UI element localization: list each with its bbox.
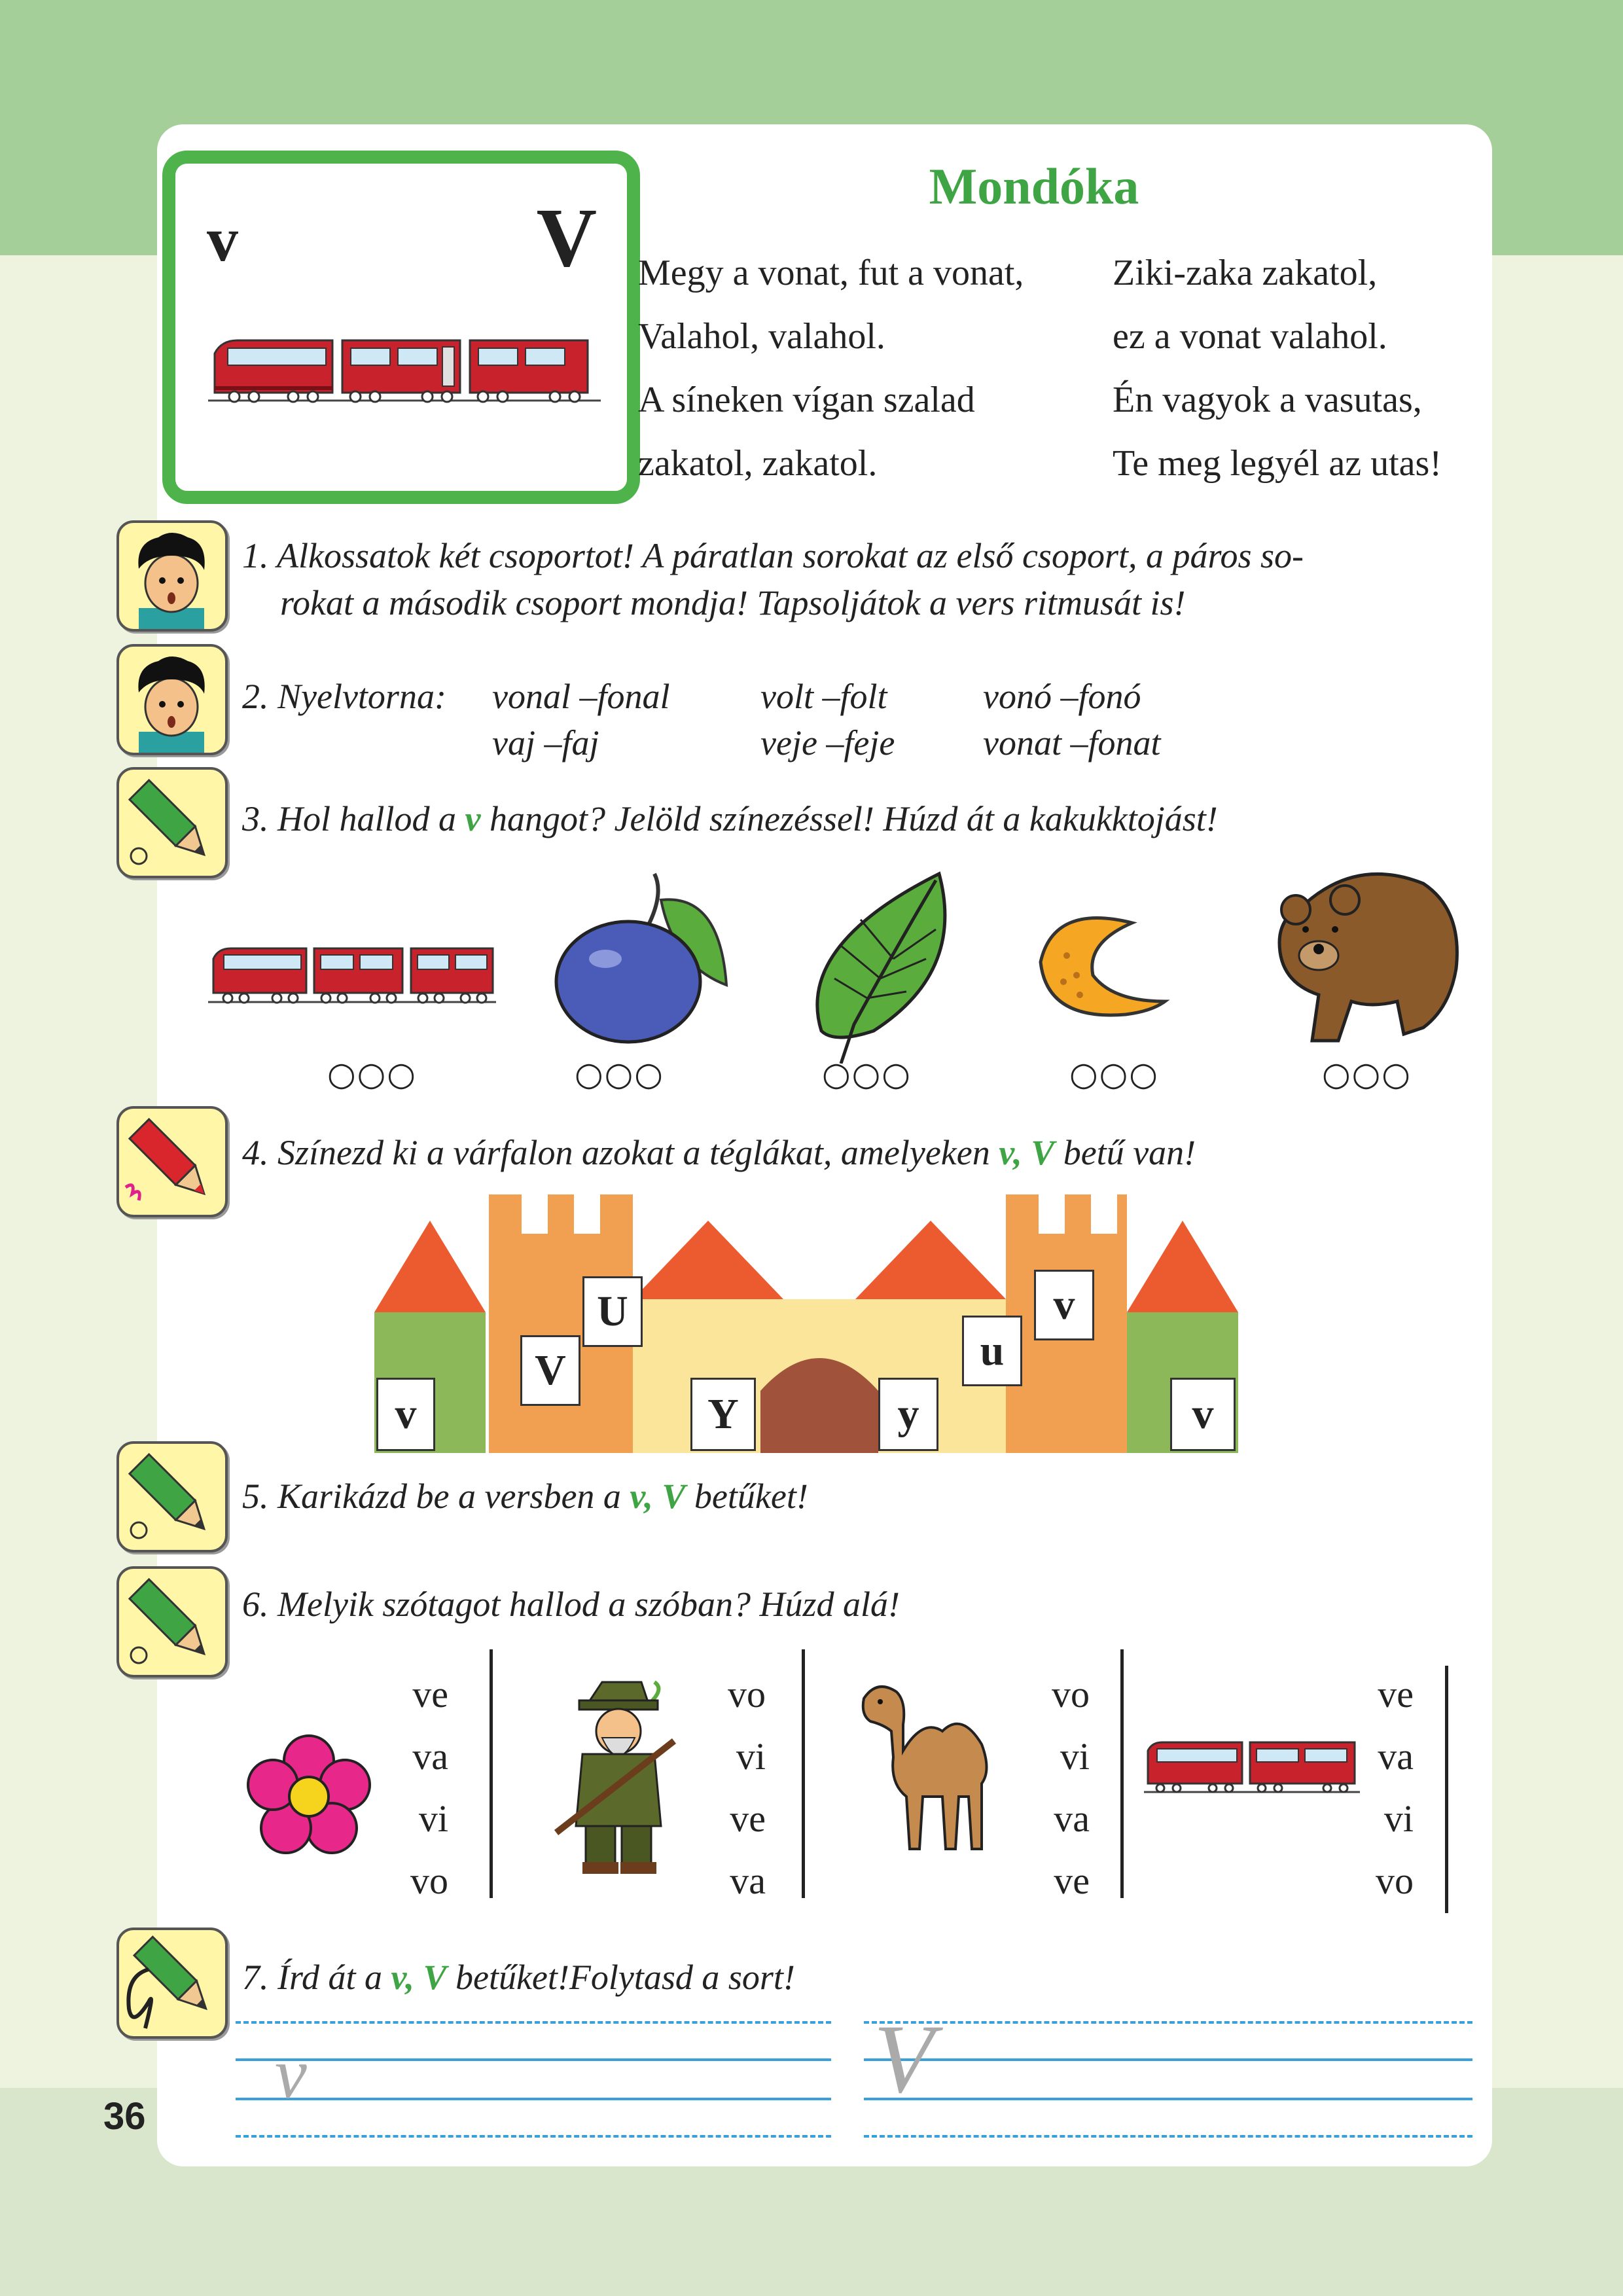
syllable[interactable]: ve — [730, 1797, 766, 1840]
poem-title: Mondóka — [929, 158, 1139, 215]
brick[interactable]: v — [1034, 1270, 1094, 1340]
syllable[interactable]: va — [1378, 1735, 1414, 1778]
poem-right-line-1: Ziki-zaka zakatol, — [1113, 253, 1378, 293]
poem-left-line-3: A síneken vígan szalad — [638, 380, 975, 420]
plum-picture — [543, 867, 733, 1050]
castle-illustration — [374, 1194, 1238, 1453]
syllable[interactable]: vi — [1060, 1735, 1090, 1778]
ex6-instruction: 6. Melyik szótagot hallod a szóban? Húzd alá! — [242, 1585, 900, 1624]
poem-right-line-2: ez a vonat valahol. — [1113, 316, 1387, 357]
ex2-word: vonal –fonal — [492, 677, 670, 716]
brick[interactable]: Y — [690, 1378, 756, 1451]
syllable[interactable]: vi — [1383, 1797, 1414, 1840]
camel-picture — [851, 1672, 1001, 1862]
green-pencil-icon — [116, 1566, 228, 1677]
syllable[interactable]: vo — [728, 1673, 766, 1715]
tracing-sample-lowercase: v — [275, 2034, 307, 2113]
train-picture — [1144, 1734, 1360, 1800]
train-picture — [208, 939, 496, 1011]
syllable[interactable]: vo — [410, 1859, 448, 1902]
ex2-word: vaj –faj — [492, 723, 599, 762]
syllable[interactable]: va — [730, 1859, 766, 1902]
ex3-circles[interactable]: ○○○ — [822, 1055, 912, 1093]
ex1-line-2: rokat a második csoport mondja! Tapsoljátok a vers ritmusát is! — [280, 583, 1186, 622]
ex3-circles[interactable]: ○○○ — [575, 1055, 664, 1093]
syllable[interactable]: va — [412, 1735, 448, 1778]
column-separator — [802, 1649, 805, 1898]
ex3-circles[interactable]: ○○○ — [1322, 1055, 1412, 1093]
poem-right-line-3: Én vagyok a vasutas, — [1113, 380, 1422, 420]
brick[interactable]: u — [962, 1316, 1022, 1386]
ex1-line-1: 1. Alkossatok két csoportot! A páratlan sorokat az első csoport, a páros so- — [242, 536, 1304, 575]
column-separator — [490, 1649, 493, 1898]
syllable[interactable]: vo — [1052, 1673, 1090, 1715]
ex3-circles[interactable]: ○○○ — [327, 1055, 417, 1093]
brick[interactable]: V — [520, 1335, 580, 1406]
ex2-label: 2. Nyelvtorna: — [242, 677, 446, 716]
poem-left-line-2: Valahol, valahol. — [638, 316, 885, 357]
writing-line[interactable] — [236, 2098, 831, 2100]
hunter-picture — [543, 1669, 694, 1878]
poem-right-line-4: Te meg legyél az utas! — [1113, 443, 1442, 484]
brick[interactable]: v — [1170, 1378, 1236, 1451]
writing-line[interactable] — [864, 2135, 1472, 2138]
ex2-word: veje –feje — [760, 723, 895, 762]
ex2-word: volt –folt — [760, 677, 887, 716]
poem-left-line-4: zakatol, zakatol. — [638, 443, 878, 484]
syllable[interactable]: vi — [736, 1735, 766, 1778]
page-number: 36 — [103, 2095, 146, 2138]
leaf-picture — [795, 867, 952, 1064]
writing-line[interactable] — [236, 2058, 831, 2061]
speaking-child-icon — [116, 644, 228, 755]
green-pencil-icon — [116, 1441, 228, 1552]
syllable[interactable]: ve — [1054, 1859, 1090, 1902]
green-pencil-icon — [116, 767, 228, 878]
writing-pencil-icon — [116, 1928, 228, 2039]
ex4-instruction: 4. Színezd ki a várfalon azokat a téglákat, amelyeken v, V betű van! — [242, 1133, 1196, 1172]
letter-card-lowercase: v — [207, 204, 238, 274]
ex7-instruction: 7. Írd át a v, V betűket!Folytasd a sort! — [242, 1958, 795, 1997]
column-separator — [1120, 1649, 1124, 1898]
tracing-sample-uppercase: V — [874, 2005, 934, 2113]
red-pencil-icon — [116, 1106, 228, 1217]
brick[interactable]: y — [878, 1378, 938, 1451]
speaking-child-icon — [116, 520, 228, 632]
ex2-word: vonó –fonó — [983, 677, 1141, 716]
ex5-instruction: 5. Karikázd be a versben a v, V betűket! — [242, 1477, 808, 1516]
column-separator — [1445, 1666, 1448, 1913]
syllable[interactable]: vi — [418, 1797, 448, 1840]
poem-left-line-1: Megy a vonat, fut a vonat, — [638, 253, 1024, 293]
syllable[interactable]: va — [1054, 1797, 1090, 1840]
croissant-picture — [1027, 903, 1185, 1034]
letter-card — [162, 151, 640, 504]
writing-line[interactable] — [864, 2058, 1472, 2061]
letter-card-uppercase: V — [536, 191, 597, 284]
syllable[interactable]: vo — [1376, 1859, 1414, 1902]
train-illustration — [208, 327, 601, 412]
brick[interactable]: v — [376, 1378, 435, 1451]
brick[interactable]: U — [582, 1276, 643, 1347]
ex3-circles[interactable]: ○○○ — [1069, 1055, 1159, 1093]
syllable[interactable]: ve — [1378, 1673, 1414, 1715]
ex2-word: vonat –fonat — [983, 723, 1161, 762]
writing-line[interactable] — [864, 2021, 1472, 2024]
writing-line[interactable] — [236, 2021, 831, 2024]
writing-line[interactable] — [236, 2135, 831, 2138]
ex3-instruction: 3. Hol hallod a v hangot? Jelöld színezéssel! Húzd át a kakukktojást! — [242, 799, 1218, 838]
writing-line[interactable] — [864, 2098, 1472, 2100]
bear-picture — [1260, 857, 1463, 1047]
syllable[interactable]: ve — [412, 1673, 448, 1715]
flower-picture — [243, 1731, 374, 1862]
